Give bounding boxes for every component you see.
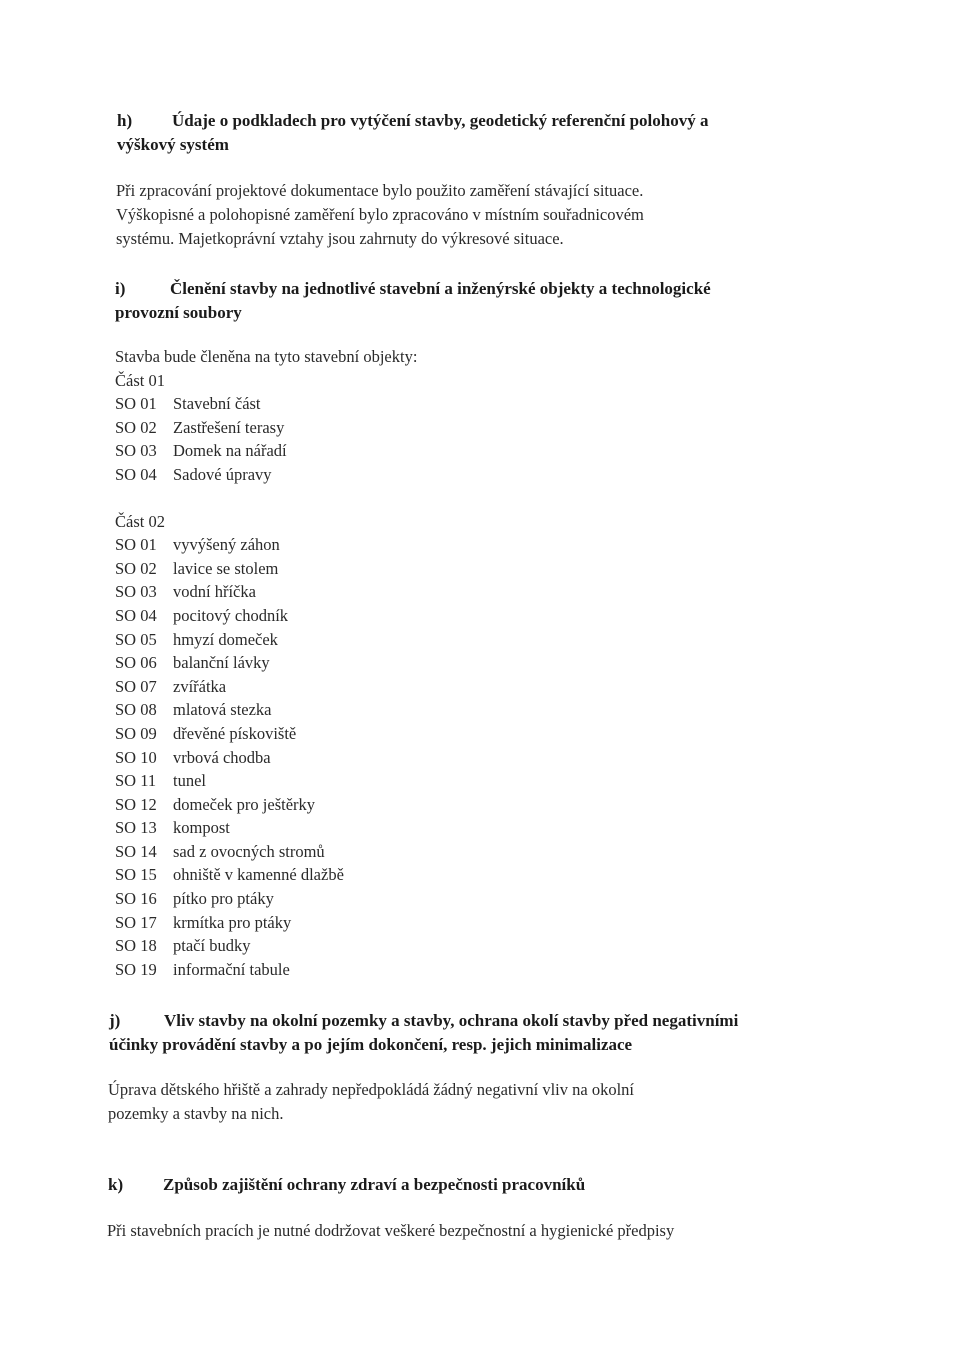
list-item (115, 840, 417, 864)
list-item (115, 557, 417, 581)
object-name: pocitový chodník (173, 605, 289, 625)
list-item (115, 580, 417, 604)
list-item (115, 463, 417, 487)
object-name: vyvýšený záhon (173, 535, 280, 555)
paragraph-line: pozemky a stavby na nich. (108, 1104, 284, 1123)
object-name: Stavební část (173, 394, 261, 414)
list-item (115, 651, 417, 675)
part-label: Část 02 (115, 511, 165, 531)
paragraph-line: Při stavebních pracích je nutné dodržovat veškeré bezpečnostní a hygienické předpisy (107, 1221, 675, 1240)
section-i-letter: i) (115, 279, 126, 298)
object-name: ptačí budky (173, 936, 251, 956)
section-k-paragraph (107, 1219, 674, 1243)
object-code: SO 14 (115, 841, 157, 861)
section-j-title: Vliv stavby na okolní pozemky a stavby, ochrana okolí stavby před negativními účinky provádění stavby a po jejím dokončení, resp. jejich minimalizace (109, 1011, 739, 1054)
list-item (115, 392, 417, 416)
object-name: Sadové úpravy (173, 464, 272, 484)
object-code: SO 15 (115, 865, 157, 885)
object-name: hmyzí domeček (173, 629, 278, 649)
section-i-title: Členění stavby na jednotlivé stavební a inženýrské objekty a technologické provozní soubory (115, 279, 711, 322)
object-name: domeček pro ještěrky (173, 794, 316, 814)
section-k-letter: k) (108, 1175, 124, 1194)
section-j-paragraph (108, 1078, 634, 1126)
list-item (115, 793, 417, 817)
object-name: vrbová chodba (173, 747, 271, 767)
list-item (115, 722, 417, 746)
object-code: SO 04 (115, 605, 157, 625)
object-code: SO 05 (115, 629, 157, 649)
list-item (115, 958, 417, 982)
object-code: SO 02 (115, 417, 157, 437)
object-code: SO 10 (115, 747, 157, 767)
object-code: SO 08 (115, 700, 157, 720)
object-code: SO 13 (115, 818, 157, 838)
section-j-heading (109, 1009, 789, 1057)
object-name: zvířátka (173, 676, 227, 696)
section-h-paragraph (116, 179, 644, 251)
object-code: SO 18 (115, 936, 157, 956)
section-h-title: Údaje o podkladech pro vytýčení stavby, geodetický referenční polohový a výškový systém (117, 111, 709, 154)
object-name: balanční lávky (173, 653, 270, 673)
list-item (115, 439, 417, 463)
list-item (115, 863, 417, 887)
object-code: SO 06 (115, 653, 157, 673)
list-item (115, 934, 417, 958)
object-name: krmítka pro ptáky (173, 912, 292, 932)
section-k-heading (108, 1173, 808, 1197)
section-i-heading (115, 277, 775, 325)
object-name: dřevěné pískoviště (173, 723, 297, 743)
object-name: lavice se stolem (173, 558, 279, 578)
list-item (115, 628, 417, 652)
section-i-object-list (115, 345, 417, 981)
object-code: SO 16 (115, 889, 157, 909)
part-label: Část 01 (115, 370, 165, 390)
object-code: SO 01 (115, 394, 157, 414)
object-name: informační tabule (173, 959, 290, 979)
list-item (115, 887, 417, 911)
object-name: sad z ovocných stromů (173, 841, 325, 861)
section-k-title: Způsob zajištění ochrany zdraví a bezpečnosti pracovníků (163, 1175, 586, 1194)
paragraph-line: Při zpracování projektové dokumentace bylo použito zaměření stávající situace. (116, 181, 644, 200)
object-code: SO 11 (115, 771, 157, 791)
object-name: vodní hříčka (173, 582, 256, 602)
section-j-letter: j) (109, 1011, 121, 1030)
list-gap (115, 487, 417, 510)
object-code: SO 07 (115, 676, 157, 696)
object-code: SO 01 (115, 535, 157, 555)
list-item (115, 816, 417, 840)
section-h-letter: h) (117, 111, 133, 130)
object-code: SO 03 (115, 582, 157, 602)
object-code: SO 09 (115, 723, 157, 743)
object-name: tunel (173, 771, 206, 791)
paragraph-line: Úprava dětského hřiště a zahrady nepředpokládá žádný negativní vliv na okolní (108, 1080, 634, 1099)
object-code: SO 04 (115, 464, 157, 484)
list-item (115, 675, 417, 699)
paragraph-line: Výškopisné a polohopisné zaměření bylo zpracováno v místním souřadnicovém (116, 205, 644, 224)
list-item (115, 911, 417, 935)
list-item (115, 416, 417, 440)
object-name: ohniště v kamenné dlažbě (173, 865, 344, 885)
object-code: SO 12 (115, 794, 157, 814)
object-code: SO 02 (115, 558, 157, 578)
list-item (115, 604, 417, 628)
list-item (115, 533, 417, 557)
object-code: SO 19 (115, 959, 157, 979)
object-name: Zastřešení terasy (173, 417, 285, 437)
section-h-heading (117, 109, 757, 157)
paragraph-line: systému. Majetkoprávní vztahy jsou zahrnuty do výkresové situace. (116, 229, 564, 248)
list-item (115, 746, 417, 770)
list-intro: Stavba bude členěna na tyto stavební objekty: (115, 347, 418, 366)
list-item (115, 769, 417, 793)
list-item (115, 698, 417, 722)
object-code: SO 03 (115, 441, 157, 461)
object-name: pítko pro ptáky (173, 889, 274, 909)
object-name: mlatová stezka (173, 700, 272, 720)
object-code: SO 17 (115, 912, 157, 932)
object-name: kompost (173, 818, 230, 838)
object-name: Domek na nářadí (173, 441, 287, 461)
